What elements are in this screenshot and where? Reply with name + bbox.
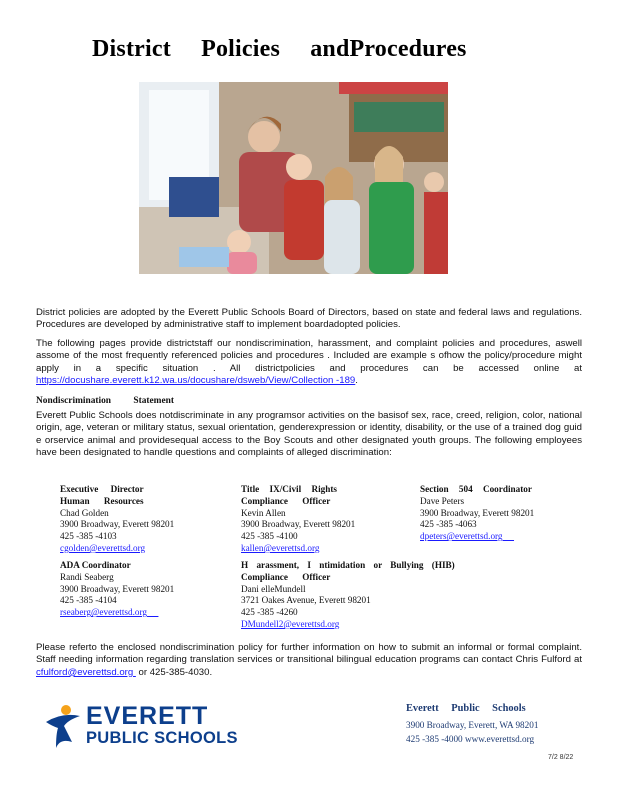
contact-block bbox=[241, 484, 355, 555]
contact-phone: 425 -385 -4100 bbox=[241, 531, 298, 542]
contact-role: Section 504 Coordinator bbox=[420, 484, 532, 494]
logo-line-2: PUBLIC SCHOOLS bbox=[86, 729, 238, 747]
logo-line-1: EVERETT bbox=[86, 702, 209, 730]
contact-email-link[interactable]: DMundell2@everettsd.org bbox=[241, 618, 340, 629]
contact-role: Compliance Officer bbox=[241, 495, 331, 506]
docushare-link[interactable]: https://docushare.everett.k12.wa.us/docushare/dsweb/View/Collection -189 bbox=[36, 375, 356, 387]
contact-phone: 425 -385 -4104 bbox=[60, 595, 117, 606]
contact-block bbox=[60, 484, 174, 555]
contact-name: Dani elleMundell bbox=[241, 583, 306, 594]
contact-address: 3900 Broadway, Everett 98201 bbox=[241, 519, 356, 530]
contact-phone: 425 -385 -4103 bbox=[60, 531, 117, 542]
nondiscrimination-statement: Everett Public Schools does notdiscriminate in any programsor activities on the basisof sex, race, creed, religion, color, national origin, age, veteran or military status, sexual orientation, genderexpression or identity, disability, or the use of a trained dog guid e orservice animal and providesequal access to the Boy Scouts and other designated youth groups. The following employees have been designated to handle questions and complaints of alleged discrimination: bbox=[36, 410, 582, 459]
contact-address: 3900 Broadway, Everett 98201 bbox=[60, 519, 175, 530]
contact-name: Randi Seaberg bbox=[60, 571, 114, 582]
contact-address: 3900 Broadway, Everett 98201 bbox=[60, 583, 175, 594]
contact-email-link[interactable]: dpeters@everettsd.org bbox=[420, 531, 515, 542]
org-contact: 425 -385 -4000 www.everettsd.org bbox=[406, 733, 535, 744]
org-name: Everett Public Schools bbox=[406, 703, 526, 714]
contact-email-link[interactable]: kallen@everettsd.org bbox=[241, 542, 320, 553]
footer-date: 7/2 8/22 bbox=[548, 754, 574, 761]
contact-address: 3900 Broadway, Everett 98201 bbox=[420, 507, 535, 518]
complaint-text-end: or 425-385-4030. bbox=[135, 666, 213, 678]
contact-name: Chad Golden bbox=[60, 507, 109, 518]
contact-role: Title IX/Civil Rights bbox=[241, 484, 337, 494]
district-logo bbox=[42, 700, 272, 752]
contact-email-link[interactable]: cgolden@everettsd.org bbox=[60, 542, 146, 553]
fulford-email-link[interactable]: cfulford@everettsd.org bbox=[36, 666, 136, 678]
contact-role: Executive Director bbox=[60, 484, 144, 494]
org-address: 3900 Broadway, Everett, WA 98201 bbox=[406, 720, 539, 731]
contact-role: H arassment, I ntimidation or Bullying (HIB) bbox=[241, 560, 455, 570]
contact-email-link[interactable]: rseaberg@everettsd.org bbox=[60, 607, 159, 618]
contact-address: 3721 Oakes Avenue, Everett 98201 bbox=[241, 595, 371, 606]
classroom-photo bbox=[139, 82, 448, 274]
intro-paragraph: District policies are adopted by the Everett Public Schools Board of Directors, based on state and federal laws and regulations. Procedures are developed by administrative staff to implement boardadopted policies. bbox=[36, 307, 582, 331]
contact-role: Compliance Officer bbox=[241, 571, 331, 582]
policies-text: The following pages provide districtstaff our nondiscrimination, harassment, and complaint policies and procedures, aswell assome of the most frequently referenced policies and procedures . Included are example s ofhow the policy/procedure might apply in a specific situation . All districtpolicies and procedures can be accessed online at bbox=[36, 338, 582, 374]
contact-block bbox=[60, 560, 174, 619]
contact-name: Dave Peters bbox=[420, 495, 465, 506]
complaint-paragraph bbox=[36, 642, 582, 679]
page-title: District Policies andProcedures bbox=[92, 36, 467, 62]
policies-text-end: . bbox=[355, 375, 358, 387]
nondiscrimination-heading: Nondiscrimination Statement bbox=[36, 396, 174, 406]
contact-block bbox=[241, 560, 455, 631]
complaint-text: Please referto the enclosed nondiscrimination policy for further information on how to submit an informal or formal complaint. Staff needing information regarding translation services or transitional bilingual education programs can contact Chris Fulford at bbox=[36, 642, 582, 666]
contact-name: Kevin Allen bbox=[241, 507, 286, 518]
policies-paragraph bbox=[36, 338, 582, 388]
contact-role: Human Resources bbox=[60, 495, 144, 506]
org-address-block bbox=[406, 702, 538, 746]
logo-figure-icon bbox=[42, 702, 84, 750]
contact-role: ADA Coordinator bbox=[60, 560, 131, 570]
contact-phone: 425 -385 -4260 bbox=[241, 607, 298, 618]
contact-block bbox=[420, 484, 534, 543]
contact-phone: 425 -385 -4063 bbox=[420, 519, 477, 530]
